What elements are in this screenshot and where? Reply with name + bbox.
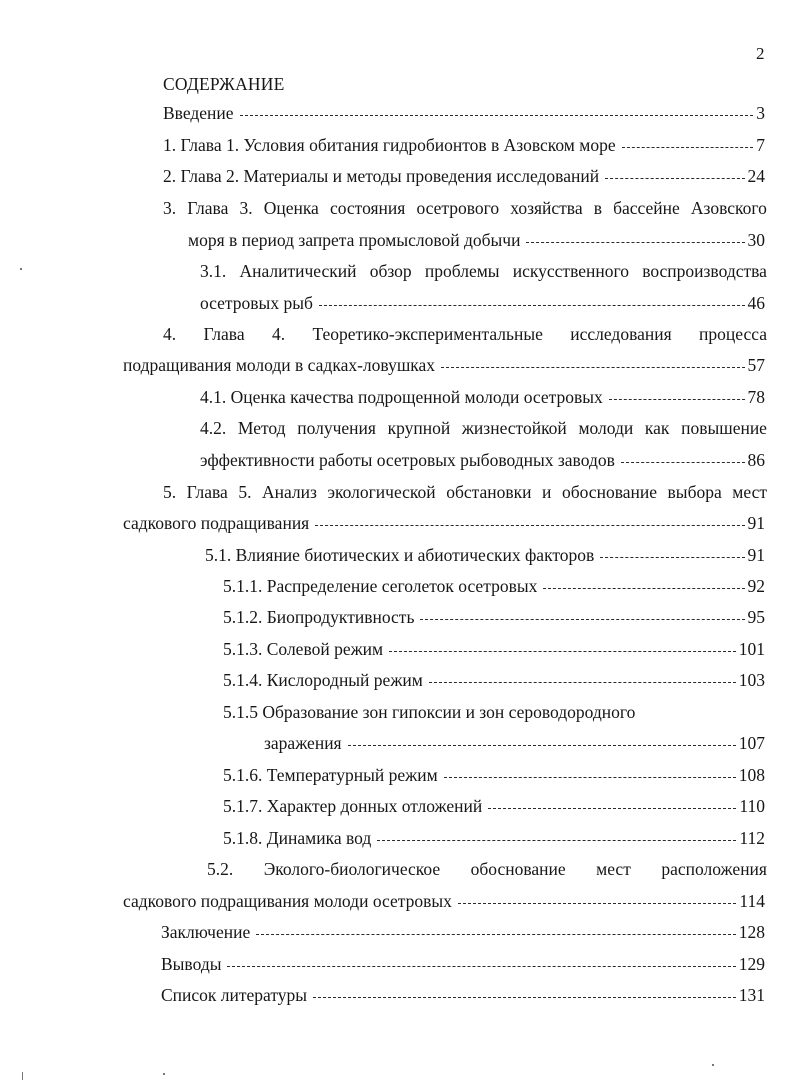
toc-entry-chapter-3-line1[interactable] (163, 196, 767, 220)
toc-entry-text: 5.1.8. Динамика вод (223, 828, 372, 848)
word: расположения (661, 859, 767, 879)
toc-entry-text: 5.1.1. Распределение сеголеток осетровых (223, 576, 538, 596)
word: 3.1. (200, 261, 227, 281)
word: в (593, 198, 602, 218)
word: Глава (187, 198, 229, 218)
toc-entry-page: 129 (738, 954, 765, 974)
toc-entry-page: 24 (747, 166, 765, 186)
dash-leader (348, 744, 736, 746)
toc-entry-page: 95 (747, 607, 765, 627)
page-title: СОДЕРЖАНИЕ (163, 74, 285, 94)
toc-entry-4-1[interactable] (200, 385, 765, 409)
toc-entry-text: 5.1.6. Температурный режим (223, 765, 438, 785)
word: Аналитический (239, 261, 357, 281)
toc-entry-3-1-line2[interactable] (200, 291, 765, 315)
toc-entry-text: Список литературы (161, 985, 308, 1005)
dash-leader (444, 776, 736, 778)
toc-entry-5-1-6[interactable] (223, 763, 765, 787)
dash-leader (543, 587, 744, 589)
toc-entry-5-1-1[interactable] (223, 574, 765, 598)
toc-entry-page: 103 (738, 670, 765, 690)
word: Глава (203, 324, 245, 344)
word: 5. (163, 482, 177, 502)
toc-entry-page: 92 (747, 576, 765, 596)
toc-entry-page: 128 (738, 922, 765, 942)
toc-entry-page: 57 (747, 355, 765, 375)
dash-leader (420, 618, 744, 620)
toc-entry-page: 114 (739, 891, 765, 911)
toc-entry-page: 7 (756, 135, 765, 155)
toc-entry-page: 78 (747, 387, 765, 407)
word: выбора (667, 482, 722, 502)
toc-entry-text: 5.1. Влияние биотических и абиотических факторов (205, 545, 595, 565)
toc-entry-chapter-3-line2[interactable] (188, 228, 765, 252)
word: 3. (163, 198, 177, 218)
word: хозяйства (510, 198, 583, 218)
word: обзор (369, 261, 412, 281)
word: 4.2. (200, 418, 227, 438)
toc-entry-intro[interactable] (163, 101, 765, 125)
toc-entry-chapter-4-line2[interactable] (123, 353, 765, 377)
toc-entry-5-1-4[interactable] (223, 668, 765, 692)
toc-entry-text: 2. Глава 2. Материалы и методы проведения исследований (163, 166, 600, 186)
toc-entry-chapter-2[interactable] (163, 164, 765, 188)
word: получения (297, 418, 376, 438)
word: как (644, 418, 670, 438)
toc-entry-page: 107 (738, 733, 765, 753)
dash-leader (609, 398, 745, 400)
word: Оценка (263, 198, 319, 218)
toc-entry-text: эффективности работы осетровых рыбоводных заводов (200, 450, 615, 470)
toc-entry-text: Заключение (161, 922, 251, 942)
toc-entry-references[interactable] (161, 983, 765, 1007)
word: 5.2. (207, 859, 234, 879)
toc-entry-text: Введение (163, 103, 234, 123)
dash-leader (256, 933, 736, 935)
toc-entry-5-1-5-line1[interactable] (223, 700, 765, 724)
word: Глава (186, 482, 228, 502)
toc-entry-text: 1. Глава 1. Условия обитания гидробионтов в Азовском море (163, 135, 616, 155)
dash-leader (429, 681, 736, 683)
toc-entry-page: 86 (747, 450, 765, 470)
word: повышение (681, 418, 767, 438)
toc-entry-5-1-8[interactable] (223, 826, 765, 850)
word: состояния (329, 198, 406, 218)
dash-leader (313, 996, 736, 998)
word: бассейне (613, 198, 680, 218)
word: воспроизводства (642, 261, 767, 281)
toc-entry-5-1-7[interactable] (223, 794, 765, 818)
word: крупной (387, 418, 451, 438)
dash-leader (389, 650, 736, 652)
toc-entry-5-2-line2[interactable] (123, 889, 765, 913)
toc-entry-page: 110 (739, 796, 765, 816)
dash-leader (240, 114, 754, 116)
toc-entry-page: 30 (747, 230, 765, 250)
word: 4. (271, 324, 286, 344)
toc-entry-chapter-5-line1[interactable] (163, 480, 767, 504)
word: Азовского (690, 198, 767, 218)
word: Метод (237, 418, 286, 438)
toc-entry-text: моря в период запрета промысловой добычи (188, 230, 521, 250)
word: искусственного (512, 261, 629, 281)
word: Теоретико-экспериментальные (312, 324, 543, 344)
word: 3. (239, 198, 253, 218)
toc-entry-text: садкового подращивания (123, 513, 310, 533)
toc-entry-text: 5.1.4. Кислородный режим (223, 670, 423, 690)
word: Эколого-биологическое (263, 859, 441, 879)
toc-entry-page: 91 (747, 545, 765, 565)
toc-entry-4-2-line1[interactable] (200, 416, 767, 440)
toc-entry-text: Выводы (161, 954, 222, 974)
dash-leader (605, 177, 744, 179)
toc-entry-text: 5.1.5 Образование зон гипоксии и зон сероводородного (223, 702, 636, 722)
word: обстановки (446, 482, 532, 502)
toc-entry-5-1[interactable] (205, 543, 765, 567)
word: проблемы (424, 261, 500, 281)
dash-leader (458, 902, 737, 904)
dash-leader (315, 524, 744, 526)
toc-entry-4-2-line2[interactable] (200, 448, 765, 472)
toc-entry-text: 5.1.2. Биопродуктивность (223, 607, 415, 627)
toc-entry-page: 46 (747, 293, 765, 313)
toc-entry-text: 5.1.3. Солевой режим (223, 639, 384, 659)
word: процесса (699, 324, 767, 344)
dash-leader (622, 146, 754, 148)
word: мест (732, 482, 767, 502)
toc-entry-text: 4.1. Оценка качества подрощенной молоди осетровых (200, 387, 603, 407)
toc-entry-text: 5.1.7. Характер донных отложений (223, 796, 483, 816)
word: молоди (578, 418, 634, 438)
word: обоснование (561, 482, 657, 502)
toc-entry-5-1-5-line2[interactable] (264, 731, 765, 755)
toc-entry-chapter-1[interactable] (163, 133, 765, 157)
word: обоснование (470, 859, 566, 879)
word: жизнестойкой (461, 418, 567, 438)
toc-entry-text: подращивания молоди в садках-ловушках (123, 355, 436, 375)
scan-speck (712, 1064, 714, 1066)
scan-speck (163, 1073, 165, 1075)
dash-leader (377, 839, 736, 841)
word: экологической (327, 482, 436, 502)
toc-entry-5-1-3[interactable] (223, 637, 765, 661)
scan-speck (22, 1072, 23, 1080)
scan-speck (20, 268, 22, 270)
toc-entry-chapter-4-line1[interactable] (163, 322, 767, 346)
toc-entry-page: 91 (747, 513, 765, 533)
toc-entry-5-2-line1[interactable] (207, 857, 767, 881)
toc-entry-page: 108 (738, 765, 765, 785)
dash-leader (488, 807, 736, 809)
dash-leader (319, 304, 745, 306)
word: осетрового (416, 198, 500, 218)
toc-entry-chapter-5-line2[interactable] (123, 511, 765, 535)
dash-leader (621, 461, 745, 463)
word: Анализ (262, 482, 317, 502)
word: 4. (163, 324, 177, 344)
toc-entry-text: осетровых рыб (200, 293, 313, 313)
dash-leader (441, 366, 744, 368)
word: 5. (238, 482, 252, 502)
toc-entry-page: 3 (756, 103, 765, 123)
toc-entry-3-1-line1[interactable] (200, 259, 767, 283)
toc-entry-findings[interactable] (161, 952, 765, 976)
page-number: 2 (756, 44, 765, 63)
toc-entry-text: заражения (264, 733, 342, 753)
dash-leader (600, 556, 744, 558)
toc-entry-conclusion[interactable] (161, 920, 765, 944)
word: мест (596, 859, 631, 879)
dash-leader (227, 965, 735, 967)
toc-entry-page: 101 (738, 639, 765, 659)
toc-entry-5-1-2[interactable] (223, 605, 765, 629)
toc-entry-page: 131 (738, 985, 765, 1005)
toc-entry-text: садкового подращивания молоди осетровых (123, 891, 452, 911)
toc-entry-page: 112 (739, 828, 765, 848)
dash-leader (526, 241, 744, 243)
word: исследования (570, 324, 672, 344)
word: и (542, 482, 552, 502)
